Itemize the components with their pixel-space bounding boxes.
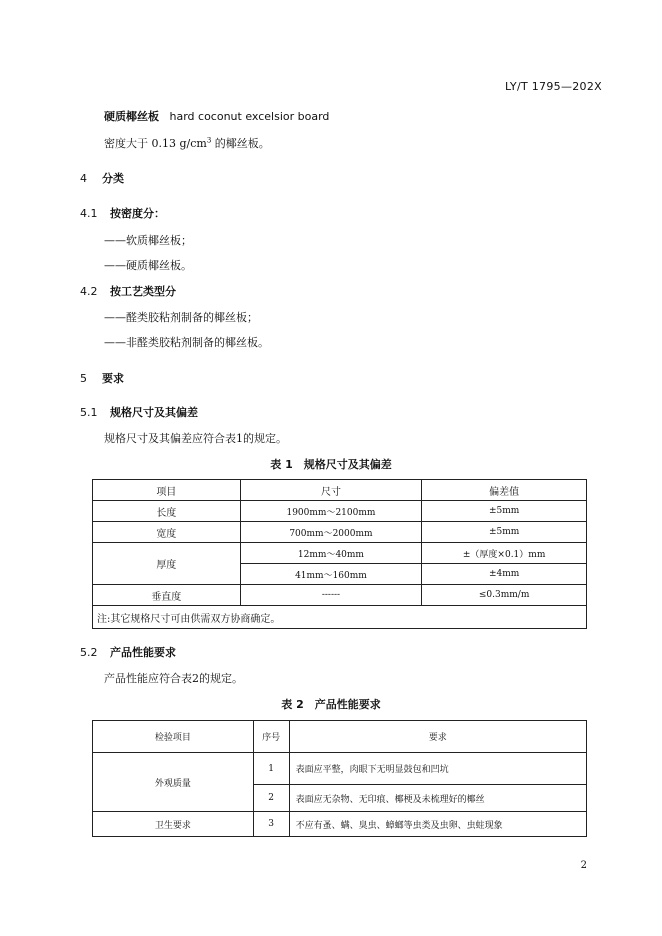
section-5-1-text: 规格尺寸及其偏差应符合表1的规定。 xyxy=(104,432,287,445)
table-cell: 41mm～160mm xyxy=(240,564,422,585)
section-5-2-text: 产品性能应符合表2的规定。 xyxy=(104,672,243,685)
section-title: 规格尺寸及其偏差 xyxy=(110,406,198,419)
page-number: 2 xyxy=(580,860,587,871)
document-code: LY/T 1795—202X xyxy=(504,80,602,93)
section-title: 按密度分： xyxy=(110,207,165,220)
table-row xyxy=(93,812,587,837)
definition-text: 密度大于 0.13 g/cm xyxy=(104,137,207,150)
term-definition xyxy=(104,135,270,151)
table-cell: 1900mm～2100mm xyxy=(240,501,422,522)
section-number: 5.2 xyxy=(80,646,98,659)
table-header: 项目 xyxy=(93,480,241,501)
section-4-heading xyxy=(80,170,124,186)
list-item: ——醛类胶粘剂制备的椰丝板； xyxy=(104,311,258,324)
table1 xyxy=(92,479,587,629)
section-5-2-heading xyxy=(80,644,176,660)
section-title: 要求 xyxy=(102,372,124,385)
table-cell: 宽度 xyxy=(93,522,241,543)
table-header: 序号 xyxy=(253,721,289,753)
term-title-en: hard coconut excelsior board xyxy=(169,110,330,123)
section-4-2-heading xyxy=(80,283,176,299)
table-row xyxy=(93,585,587,606)
table-header: 要求 xyxy=(289,721,586,753)
section-number: 4.1 xyxy=(80,207,98,220)
table-row xyxy=(93,753,587,785)
section-title: 产品性能要求 xyxy=(110,646,176,659)
table-cell: 3 xyxy=(253,812,289,837)
table-cell: 表面应平整，肉眼下无明显鼓包和凹坑 xyxy=(289,753,586,785)
table-note-row xyxy=(93,606,587,629)
section-4-1-heading xyxy=(80,205,165,221)
table-cell: 700mm～2000mm xyxy=(240,522,422,543)
term-heading xyxy=(104,108,329,124)
table-header-row xyxy=(93,721,587,753)
list-item: ——硬质椰丝板。 xyxy=(104,259,192,272)
table-cell: ±5mm xyxy=(422,522,587,543)
table-note: 注:其它规格尺寸可由供需双方协商确定。 xyxy=(93,606,587,629)
section-title: 按工艺类型分 xyxy=(110,285,176,298)
section-number: 4 xyxy=(80,172,87,185)
table-cell: 外观质量 xyxy=(93,753,254,812)
definition-text-end: 的椰丝板。 xyxy=(211,137,270,150)
table-cell: 2 xyxy=(253,785,289,812)
table1-title: 表 1 规格尺寸及其偏差 xyxy=(270,458,392,471)
table-cell: ±（厚度×0.1）mm xyxy=(422,543,587,564)
table2 xyxy=(92,720,587,837)
definition-superscript: 3 xyxy=(206,136,212,145)
table-row xyxy=(93,501,587,522)
table-cell: 长度 xyxy=(93,501,241,522)
list-item: ——软质椰丝板； xyxy=(104,234,192,247)
table-header: 偏差值 xyxy=(422,480,587,501)
table-cell: 不应有蚤、螨、臭虫、蟑螂等虫类及虫卵、虫蛀现象 xyxy=(289,812,586,837)
table-cell: ≤0.3mm/m xyxy=(422,585,587,606)
section-5-heading xyxy=(80,370,124,386)
table-cell: 垂直度 xyxy=(93,585,241,606)
table-header-row xyxy=(93,480,587,501)
table-row xyxy=(93,522,587,543)
table-cell: ±5mm xyxy=(422,501,587,522)
section-5-1-heading xyxy=(80,404,198,420)
table-cell: ±4mm xyxy=(422,564,587,585)
section-title: 分类 xyxy=(102,172,124,185)
table-cell: 卫生要求 xyxy=(93,812,254,837)
table-cell: ------ xyxy=(240,585,422,606)
table-header: 检验项目 xyxy=(93,721,254,753)
table-cell: 12mm～40mm xyxy=(240,543,422,564)
section-number: 5.1 xyxy=(80,406,98,419)
term-title-zh: 硬质椰丝板 xyxy=(104,110,159,123)
table-cell: 1 xyxy=(253,753,289,785)
table-header: 尺寸 xyxy=(240,480,422,501)
table2-title: 表 2 产品性能要求 xyxy=(281,698,381,711)
table-cell: 表面应无杂物、无印痕、椰梗及未梳理好的椰丝 xyxy=(289,785,586,812)
table-cell: 厚度 xyxy=(93,543,241,585)
list-item: ——非醛类胶粘剂制备的椰丝板。 xyxy=(104,336,269,349)
table-row xyxy=(93,543,587,564)
section-number: 5 xyxy=(80,372,87,385)
section-number: 4.2 xyxy=(80,285,98,298)
